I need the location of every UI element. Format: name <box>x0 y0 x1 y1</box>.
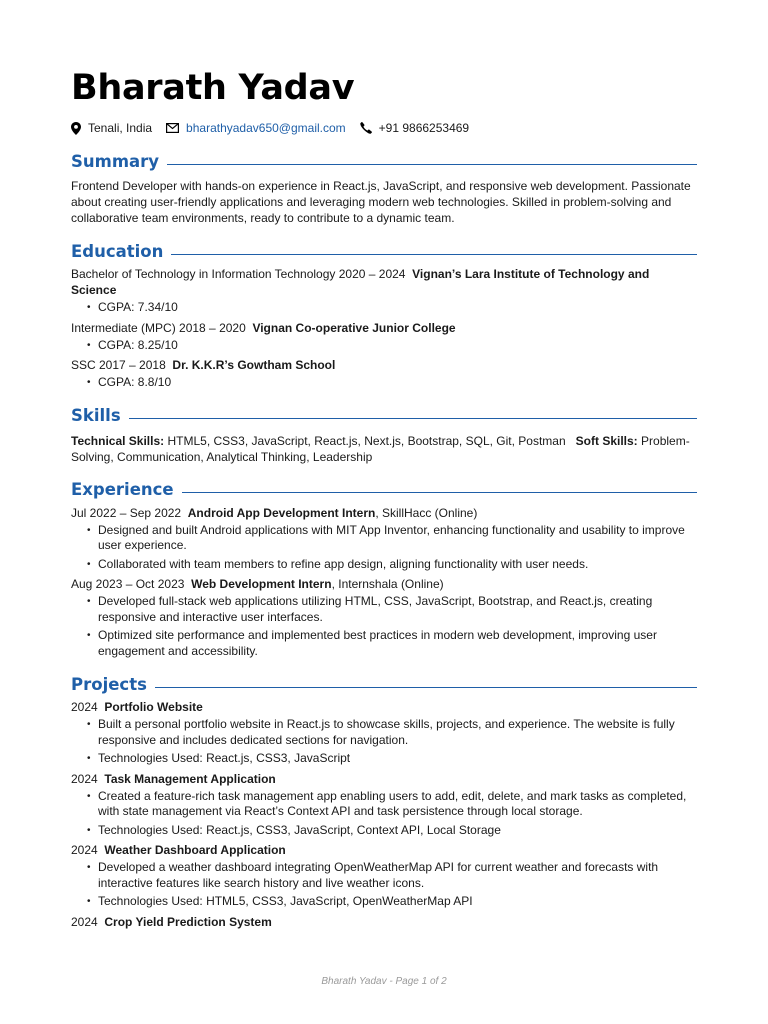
project-bullets <box>71 860 697 910</box>
project-entry <box>71 914 697 930</box>
role: Web Development Intern <box>191 577 332 591</box>
degree: Intermediate (MPC) 2018 – 2020 <box>71 320 246 335</box>
project-entry <box>71 771 697 787</box>
section-divider <box>182 492 697 493</box>
candidate-name: Bharath Yadav <box>71 68 355 108</box>
project-year: 2024 <box>71 771 98 786</box>
section-title: Experience <box>71 480 174 499</box>
project-name: Task Management Application <box>104 771 276 786</box>
section-divider <box>167 164 697 165</box>
school: Dr. K.K.R’s Gowtham School <box>172 358 336 372</box>
experience-entry <box>71 505 697 521</box>
summary-heading <box>71 150 697 172</box>
project-year: 2024 <box>71 843 98 857</box>
summary-section <box>71 150 697 226</box>
project-bullets <box>71 789 697 839</box>
section-title: Education <box>71 241 164 261</box>
section-divider <box>171 254 697 255</box>
list-item: • Created a feature-rich task management app enabling users to add, edit, delete, and mark tasks as completed, with state management via React’s Context API and task persistence through local storage. <box>98 789 697 820</box>
list-item: • Collaborated with team members to refine app design, aligning functionality with user needs. <box>98 557 697 573</box>
project-entry <box>71 842 697 858</box>
technical-skills-label: Technical Skills: <box>71 433 165 448</box>
section-title: Projects <box>71 674 147 694</box>
experience-entry <box>71 576 697 592</box>
list-item: • Optimized site performance and implemented best practices in modern web development, improving user engagement and accessibility. <box>98 628 697 659</box>
location-text: Tenali, India <box>88 121 153 135</box>
section-divider <box>129 418 697 419</box>
contact-line <box>71 120 697 136</box>
summary-text: Frontend Developer with hands-on experience in React.js, JavaScript, and responsive web development. Passionate about creating user-friendly applications and leveraging modern web technologies. Skilled in problem-solving and collaborative team environments, ready to contribute to a dynamic team. <box>71 179 691 225</box>
education-heading <box>71 240 697 262</box>
project-bullets <box>71 717 697 767</box>
list-item: • Developed a weather dashboard integrating OpenWeatherMap API for current weather and forecasts with interactive features like search history and live weather icons. <box>98 860 697 891</box>
project-entry <box>71 699 697 715</box>
project-name: Weather Dashboard Application <box>104 843 286 857</box>
education-bullets <box>71 338 697 354</box>
project-year: 2024 <box>71 700 98 714</box>
skills-text <box>71 433 697 465</box>
organization: , SkillHacc (Online) <box>375 505 478 520</box>
map-pin-icon <box>71 122 81 135</box>
list-item: • Built a personal portfolio website in React.js to showcase skills, projects, and experience. The website is fully responsive and includes dedicated sections for navigation. <box>98 717 697 748</box>
technical-skills-value: HTML5, CSS3, JavaScript, React.js, Next.js, Bootstrap, SQL, Git, Postman <box>167 433 566 448</box>
skills-heading <box>71 405 697 427</box>
email[interactable] <box>166 121 346 135</box>
experience-section <box>71 479 697 660</box>
degree: Bachelor of Technology in Information Technology 2020 – 2024 <box>71 267 406 281</box>
phone-icon <box>360 122 372 134</box>
education-section <box>71 240 697 391</box>
experience-bullets <box>71 523 697 573</box>
education-bullets <box>71 300 697 316</box>
projects-section <box>71 673 697 930</box>
education-entry <box>71 357 697 373</box>
email-link[interactable]: bharathyadav650@gmail.com <box>186 121 346 135</box>
dates: Aug 2023 – Oct 2023 <box>71 577 185 591</box>
education-entry <box>71 266 697 298</box>
soft-skills-value: Problem-Solving, Communication, Analytical Thinking, Leadership <box>71 433 690 464</box>
list-item: • Designed and built Android applications with MIT App Inventor, enhancing functionality and usability to improve user experience. <box>98 523 697 554</box>
experience-heading <box>71 479 697 501</box>
school: Vignan’s Lara Institute of Technology and Science <box>71 267 650 297</box>
list-item: • Technologies Used: React.js, CSS3, JavaScript <box>98 751 697 767</box>
location <box>71 121 152 135</box>
project-year: 2024 <box>71 914 98 929</box>
organization: , Internshala (Online) <box>331 577 444 591</box>
role: Android App Development Intern <box>187 505 376 520</box>
section-title: Skills <box>71 406 121 425</box>
phone[interactable] <box>360 121 469 135</box>
experience-bullets <box>71 594 697 659</box>
list-item: • Technologies Used: HTML5, CSS3, JavaScript, OpenWeatherMap API <box>98 894 697 910</box>
page-footer: Bharath Yadav - Page 1 of 2 <box>321 976 447 987</box>
school: Vignan Co-operative Junior College <box>252 320 456 335</box>
project-name: Portfolio Website <box>104 700 203 714</box>
soft-skills-label: Soft Skills: <box>575 433 638 448</box>
projects-heading <box>71 673 697 695</box>
skills-section <box>71 405 697 465</box>
list-item: • CGPA: 8.8/10 <box>98 375 697 391</box>
list-item: • CGPA: 8.25/10 <box>98 338 697 354</box>
list-item: • Developed full-stack web applications utilizing HTML, CSS, JavaScript, Bootstrap, and React.js, creating responsive and interactive user interfaces. <box>98 594 697 625</box>
section-title: Summary <box>71 151 160 171</box>
phone-text: +91 9866253469 <box>378 121 470 135</box>
degree: SSC 2017 – 2018 <box>71 358 166 372</box>
dates: Jul 2022 – Sep 2022 <box>71 505 182 520</box>
section-divider <box>155 687 697 688</box>
education-bullets <box>71 375 697 391</box>
project-name: Crop Yield Prediction System <box>104 914 272 929</box>
education-entry <box>71 320 697 336</box>
list-item: • Technologies Used: React.js, CSS3, JavaScript, Context API, Local Storage <box>98 823 697 839</box>
envelope-icon <box>166 123 179 133</box>
list-item: • CGPA: 7.34/10 <box>98 300 697 316</box>
